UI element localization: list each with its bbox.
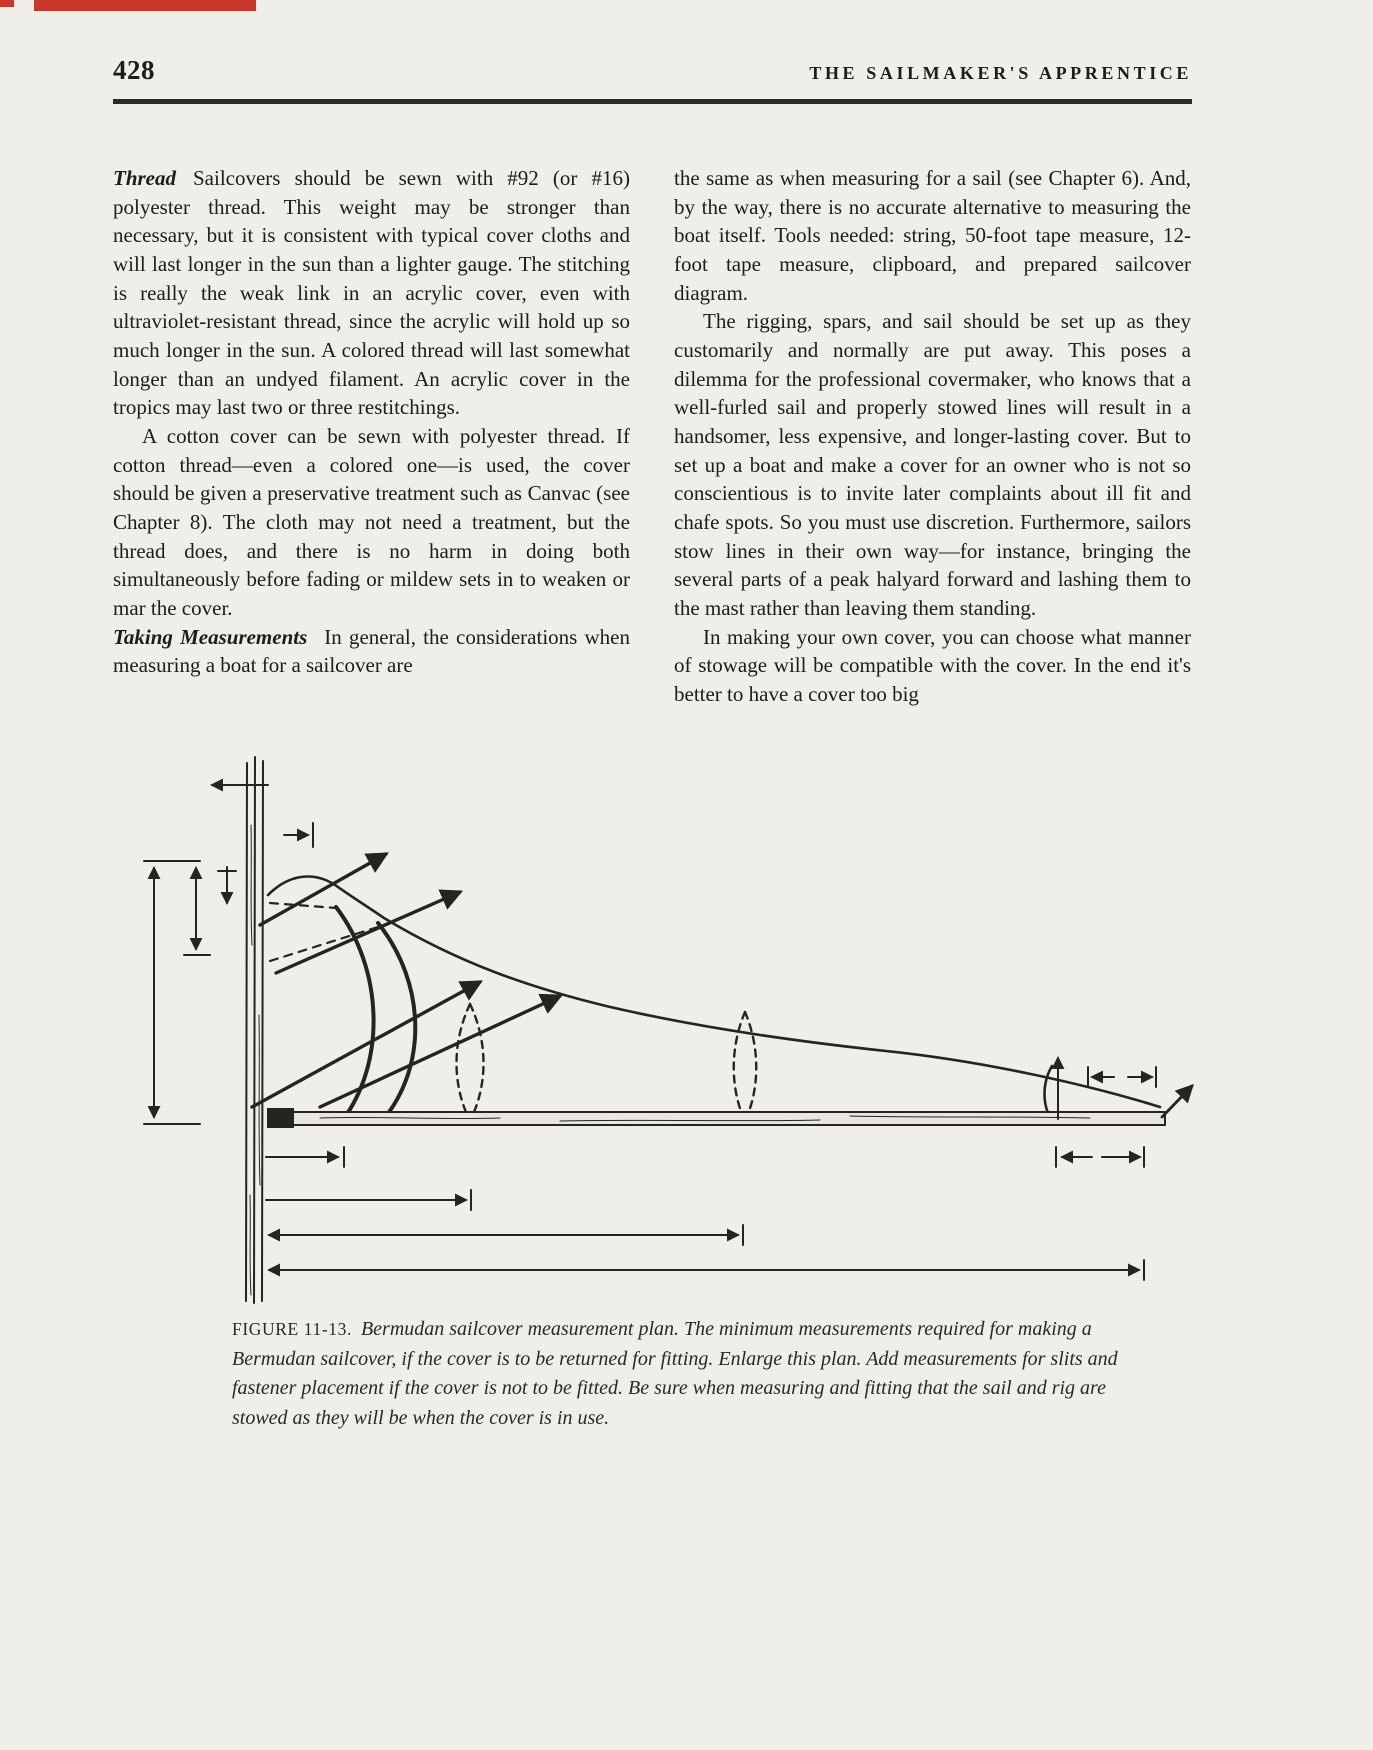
paragraph <box>674 623 1191 709</box>
paragraph <box>674 307 1191 622</box>
boom <box>267 1108 1165 1128</box>
figure-11-13 <box>140 755 1192 1433</box>
horizontal-measurement-arrows <box>266 1147 1144 1280</box>
mast-offset-arrow <box>284 823 313 847</box>
figure-caption-label: FIGURE 11-13. <box>232 1319 352 1340</box>
left-column <box>113 164 630 708</box>
run-in-heading-thread: Thread <box>113 166 176 190</box>
paragraph-text: the same as when measuring for a sail (see Chapter 6). And, by the way, there is no accurate alternative to measuring the boat itself. Tools needed: string, 50-foot tape measure, 12-foot tape measure, clipboard, and prepared sailcover diagram. <box>674 166 1191 305</box>
page-number: 428 <box>113 55 155 85</box>
figure-caption <box>232 1315 1138 1433</box>
furled-sail-outline <box>268 877 1160 1107</box>
halyard-arrows <box>252 854 560 1107</box>
header-rule <box>113 99 1192 104</box>
text-columns <box>113 164 1192 708</box>
running-head-title: THE SAILMAKER'S APPRENTICE <box>809 63 1192 83</box>
paragraph <box>674 164 1191 307</box>
sailcover-measurement-diagram <box>140 755 1200 1305</box>
paragraph-text: A cotton cover can be sewn with polyester thread. If cotton thread—even a colored one—is used, the cover should be given a preservative treatment such as Canvac (see Chapter 8). The cloth may not need a treatment, but the thread does, and there is no harm in doing both simultaneously before fading or mildew sets in to weaken or mar the cover. <box>113 423 630 620</box>
paragraph-thread <box>113 164 630 422</box>
red-edge-mark-small <box>0 0 14 7</box>
vertical-measurement-arrows <box>144 861 236 1124</box>
paragraph <box>113 422 630 623</box>
boom-end-arrows <box>1058 1058 1192 1119</box>
run-in-heading-taking-measurements: Taking Measurements <box>113 624 308 649</box>
page-content <box>113 55 1192 1433</box>
paragraph-text: Sailcovers should be sewn with #92 (or #16) polyester thread. This weight may be stronger than necessary, but it is consistent with typical cover cloths and will last longer in the sun than a lighter gauge. The stitching is really the weak link in an acrylic cover, even with ultraviolet-resistant thread, since the acrylic will hold up so much longer in the sun. A colored thread will last somewhat longer than an undyed filament. An acrylic cover in the tropics may last two or three restitchings. <box>113 166 630 420</box>
paragraph-taking-measurements <box>113 623 630 680</box>
right-column <box>674 164 1191 708</box>
mast <box>246 757 263 1303</box>
figure-caption-text: Bermudan sailcover measurement plan. The minimum measurements required for making a Bermudan sailcover, if the cover is to be returned for fitting. Enlarge this plan. Add measurements for slits and fastener placement if the cover is not to be fitted. Be sure when measuring and fitting that the sail and rig are stowed as they will be when the cover is in use. <box>232 1318 1118 1429</box>
sail-cross-sections <box>270 903 1052 1121</box>
page-header <box>113 55 1192 86</box>
paragraph-text: The rigging, spars, and sail should be set up as they customarily and normally are put away. This poses a dilemma for the professional covermaker, who knows that a well-furled sail and properly stowed lines will result in a handsomer, less expensive, and longer-lasting cover. But to set up a boat and make a cover for an owner who is not so conscientious is to invite later complaints about ill fit and chafe spots. So you must use discretion. Furthermore, sailors stow lines in their own way—for instance, bringing the several parts of a peak halyard forward and lashing them to the mast rather than leaving them standing. <box>674 309 1191 620</box>
red-edge-mark <box>34 0 256 11</box>
paragraph-text: In general, the considerations when measuring a boat for a sailcover are <box>113 624 630 678</box>
paragraph-text: In making your own cover, you can choose what manner of stowage will be compatible with the cover. In the end it's better to have a cover too big <box>674 624 1191 706</box>
